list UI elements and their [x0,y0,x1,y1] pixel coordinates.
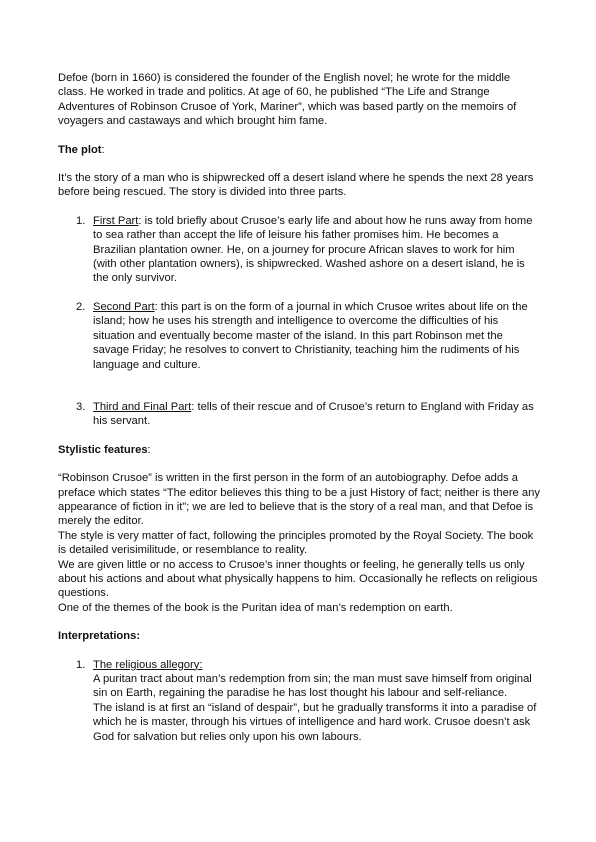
plot-parts-list [58,214,540,429]
plot-heading-colon: : [101,143,105,156]
plot-intro-paragraph: It’s the story of a man who is shipwrecked off a desert island where he spends the next 28 years before being rescued. The story is divided into three parts. [58,172,534,199]
list-number: 1. [76,214,86,227]
interpretation-line: The island is at first an “island of despair”, but he gradually transforms it into a paradise of which he is master, through his virtues of intelligence and hard work. Crusoe doesn’t ask God for salvation but relies only upon his own labours. [93,701,537,743]
part-title: Third and Final Part [93,400,192,413]
stylistic-paragraph [58,471,540,615]
plot-heading [58,143,540,157]
part-text: : tells of their rescue and of Crusoe’s return to England with Friday as his servant. [93,400,534,428]
intro-paragraph: Defoe (born in 1660) is considered the founder of the English novel; he wrote for the middle class. He worked in trade and politics. At age of 60, he published “The Life and Strange Adventures of Robinson Crusoe of York, Mariner”, which was based partly on the memoirs of voyagers and castaways and which brought him fame. [58,72,517,128]
interpretation-title: The religious allegory: [93,658,203,671]
interpretations-heading: Interpretations: [58,630,141,643]
stylistic-line: “Robinson Crusoe” is written in the first person in the form of an autobiography. Defoe adds a preface which states “The editor believes this thing to be a just History of fact; neither is there any appearance of fiction in it”; we are led to believe that is the story of a real man, and that Defoe is merely the editor. [58,472,540,528]
list-number: 3. [76,400,86,413]
list-number: 1. [76,658,86,671]
list-number: 2. [76,300,86,313]
part-text: : is told briefly about Crusoe’s early life and about how he runs away from home to sea rather than accept the life of leisure his father promises him. He becomes a Brazilian plantation owner. He, on a journey for procure African slaves to work for him (with other plantation owners), is shipwrecked. Washed ashore on a desert island, he is the only survivor. [93,214,533,285]
stylistic-heading [58,443,540,457]
plot-heading-text: The plot [58,143,102,156]
stylistic-heading-text: Stylistic features [58,443,148,456]
stylistic-heading-colon: : [147,443,151,456]
interpretations-list [58,658,540,744]
list-item [58,214,540,286]
part-title: First Part [93,214,139,227]
part-text: : this part is on the form of a journal in which Crusoe writes about life on the island; how he uses his strength and intelligence to overcome the difficulties of his situation and eventually become master of the island. In this part Robinson met the savage Friday; he resolves to convert to Christianity, teaching him the rudiments of his language and culture. [93,300,528,371]
stylistic-line: One of the themes of the book is the Puritan idea of man’s redemption on earth. [58,601,453,614]
stylistic-line: We are given little or no access to Crusoe’s inner thoughts or feeling, he generally tells us only about his actions and about what physically happens to him. Occasionally he reflects on religious questions. [58,558,538,600]
list-item [58,300,540,372]
interpretation-line: A puritan tract about man’s redemption from sin; the man must save himself from original sin on Earth, regaining the paradise he has lost thought his labour and self-reliance. [93,673,532,700]
list-item [58,658,540,744]
part-title: Second Part [93,300,155,313]
stylistic-line: The style is very matter of fact, following the principles promoted by the Royal Society. The book is detailed verisimilitude, or resemblance to reality. [58,529,534,557]
list-item [58,400,540,429]
